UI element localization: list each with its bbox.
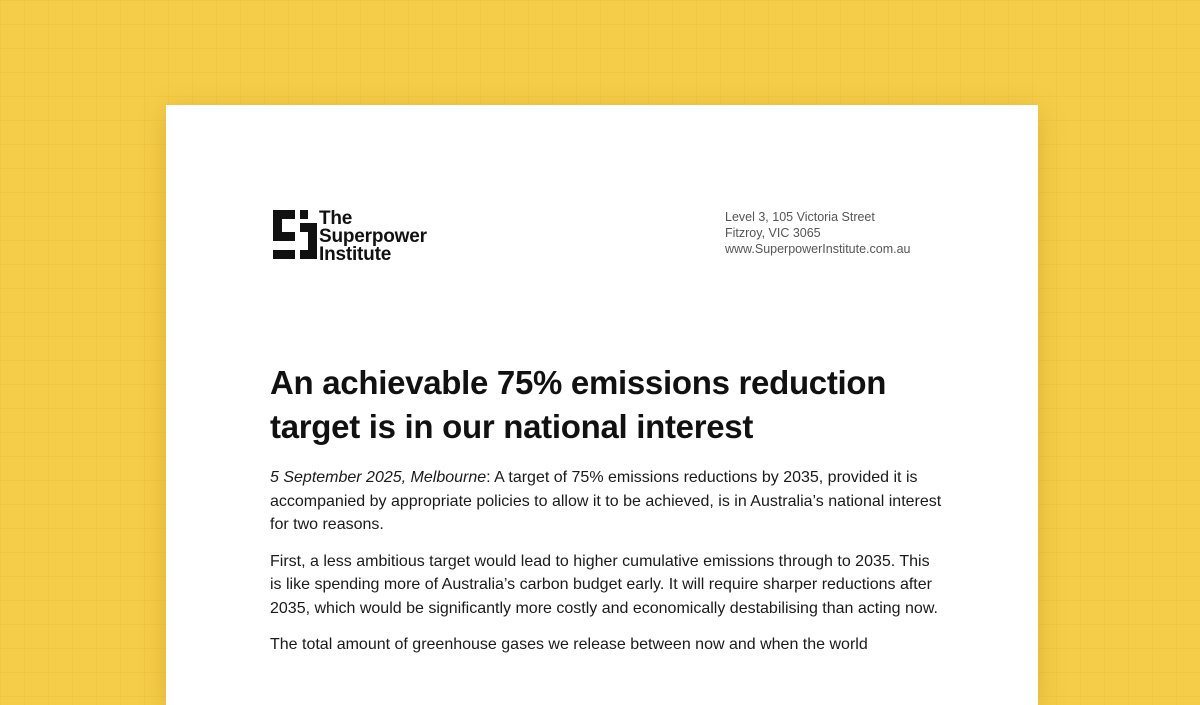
document-page xyxy=(166,105,1038,705)
logo-mark-icon xyxy=(273,210,317,264)
logo-line: Superpower xyxy=(319,226,427,247)
body-paragraph: The total amount of greenhouse gases we release between now and when the world xyxy=(270,636,868,653)
logo-line: Institute xyxy=(319,244,392,265)
headline-line: An achievable 75% emissions reduction xyxy=(270,364,887,401)
website-link[interactable]: www.SuperpowerInstitute.com.au xyxy=(725,242,911,256)
superpower-institute-logo xyxy=(273,210,427,264)
headline xyxy=(270,361,950,449)
body-paragraph: First, a less ambitious target would lead to higher cumulative emissions through to 2035. This is like spending more of Australia’s carbon budget early. It will require sharper reductions after 2035, which would be significantly more costly and economically destabilising than acting now. xyxy=(270,552,938,617)
address-line: Fitzroy, VIC 3065 xyxy=(725,226,821,240)
headline-line: target is in our national interest xyxy=(270,408,754,445)
logo-line: The xyxy=(319,208,353,229)
lead-paragraph xyxy=(270,466,942,537)
address-block xyxy=(725,209,911,257)
article-body xyxy=(270,466,942,670)
address-line: Level 3, 105 Victoria Street xyxy=(725,210,875,224)
logo-wordmark xyxy=(319,210,427,264)
lead-text: : A target of 75% emissions reductions by 2035, provided it is accompanied by appropriate policies to allow it to be achieved, is in Australia’s national interest for two reasons. xyxy=(270,469,942,533)
dateline: 5 September 2025, Melbourne xyxy=(270,469,487,486)
